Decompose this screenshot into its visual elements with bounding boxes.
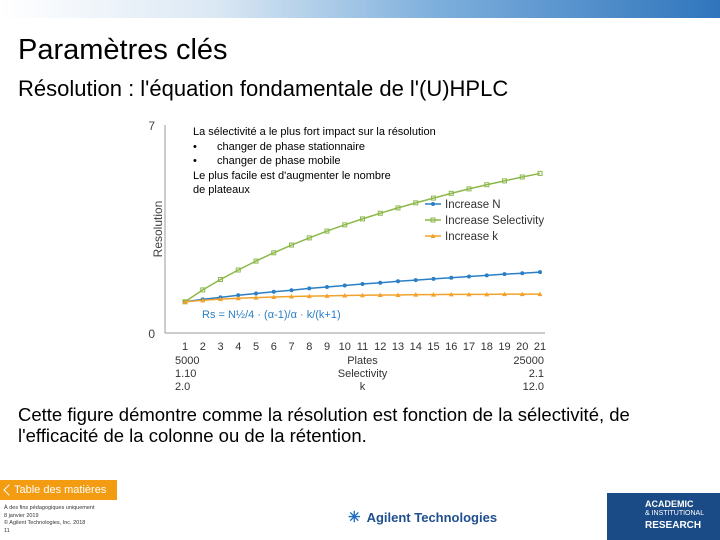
data-point [414,278,418,282]
x-tick-label: 21 [533,341,547,353]
footer-line: 8 janvier 2019 [4,512,39,519]
note-bullet-text: changer de phase stationnaire [217,140,365,153]
legend-label: Increase Selectivity [445,215,545,227]
x-row-end: 12.0 [522,381,544,393]
data-point [361,282,365,286]
x-tick-label: 7 [288,341,295,353]
top-banner [0,0,720,18]
x-tick-label: 1 [181,341,189,353]
x-tick-label: 15 [427,341,440,353]
legend-label: Increase k [445,231,499,243]
data-point [325,285,329,289]
x-row-label: Selectivity [337,368,388,380]
note-bullet: • changer de phase stationnaire [193,140,365,153]
data-point [307,286,311,290]
legend-marker [431,202,435,206]
x-row-end: 25000 [513,355,544,367]
data-point [343,283,347,287]
x-tick-label: 8 [306,341,313,353]
data-point [272,290,276,294]
data-point [449,276,453,280]
x-row-start: 2.0 [175,381,191,393]
spark-icon: ✳ [348,509,361,526]
footer-text [4,505,95,535]
academic-research-badge [607,493,720,540]
data-point [503,272,507,276]
x-row-start: 5000 [175,355,200,367]
legend-label: Increase N [445,199,501,211]
note-line: de plateaux [193,184,250,196]
x-tick-label: 14 [409,341,422,353]
formula-label: Rs = N½/4 · (α-1)/α · k/(k+1) [202,309,341,321]
page-title: Paramètres clés [18,34,228,66]
data-point [378,281,382,285]
agilent-logo-text: Agilent Technologies [366,510,498,525]
badge-line: & INSTITUTIONAL [645,510,705,517]
data-point [254,291,258,295]
x-tick-label: 17 [462,341,476,353]
agilent-logo [348,508,497,526]
x-tick-label: 18 [480,341,493,353]
data-point [290,288,294,292]
chart-notes [193,125,436,198]
x-tick-label: 9 [323,341,331,353]
x-tick-label: 5 [252,341,260,353]
x-row-label: Plates [347,355,378,367]
x-tick-label: 10 [338,341,351,353]
note-line: La sélectivité a le plus fort impact sur la résolution [193,126,436,138]
data-point [467,275,471,279]
note-line: Le plus facile est d'augmenter le nombre [193,169,391,182]
figure-caption: Cette figure démontre comme la résolution est fonction de la sélectivité, de l'efficacité de la colonne ou de la rétention. [18,404,630,446]
table-of-contents-button[interactable]: Table des matières [0,480,117,500]
x-tick-label: 16 [445,341,458,353]
x-tick-label: 13 [391,341,405,353]
page-subtitle: Résolution : l'équation fondamentale de l'(U)HPLC [18,76,509,101]
data-point [538,270,542,274]
x-tick-label: 2 [199,341,206,353]
footer-line: 11 [4,527,10,534]
x-tick-label: 11 [356,341,369,353]
x-tick-label: 20 [516,341,529,353]
data-point [485,273,489,277]
x-tick-label: 3 [217,341,224,353]
footer-line: © Agilent Technologies, Inc. 2018 [4,520,86,526]
y-tick-label: 0 [148,327,155,341]
x-row-start: 1.10 [175,368,197,380]
x-tick-label: 6 [270,341,277,353]
x-tick-label: 19 [498,341,511,353]
x-tick-label: 12 [374,341,387,353]
badge-line: ACADEMIC [645,499,694,509]
x-row-label: k [359,381,366,393]
data-point [396,279,400,283]
x-tick-label: 4 [235,341,242,353]
x-row-end: 2.1 [528,368,544,380]
y-tick-label: 7 [148,119,155,133]
footer-line: À des fins pédagogiques uniquement [4,505,95,511]
note-bullet-text: changer de phase mobile [217,155,341,167]
data-point [432,277,436,281]
y-axis-label: Resolution [151,200,165,258]
badge-line: RESEARCH [645,520,702,531]
data-point [520,271,524,275]
note-bullet: • changer de phase mobile [193,155,341,167]
